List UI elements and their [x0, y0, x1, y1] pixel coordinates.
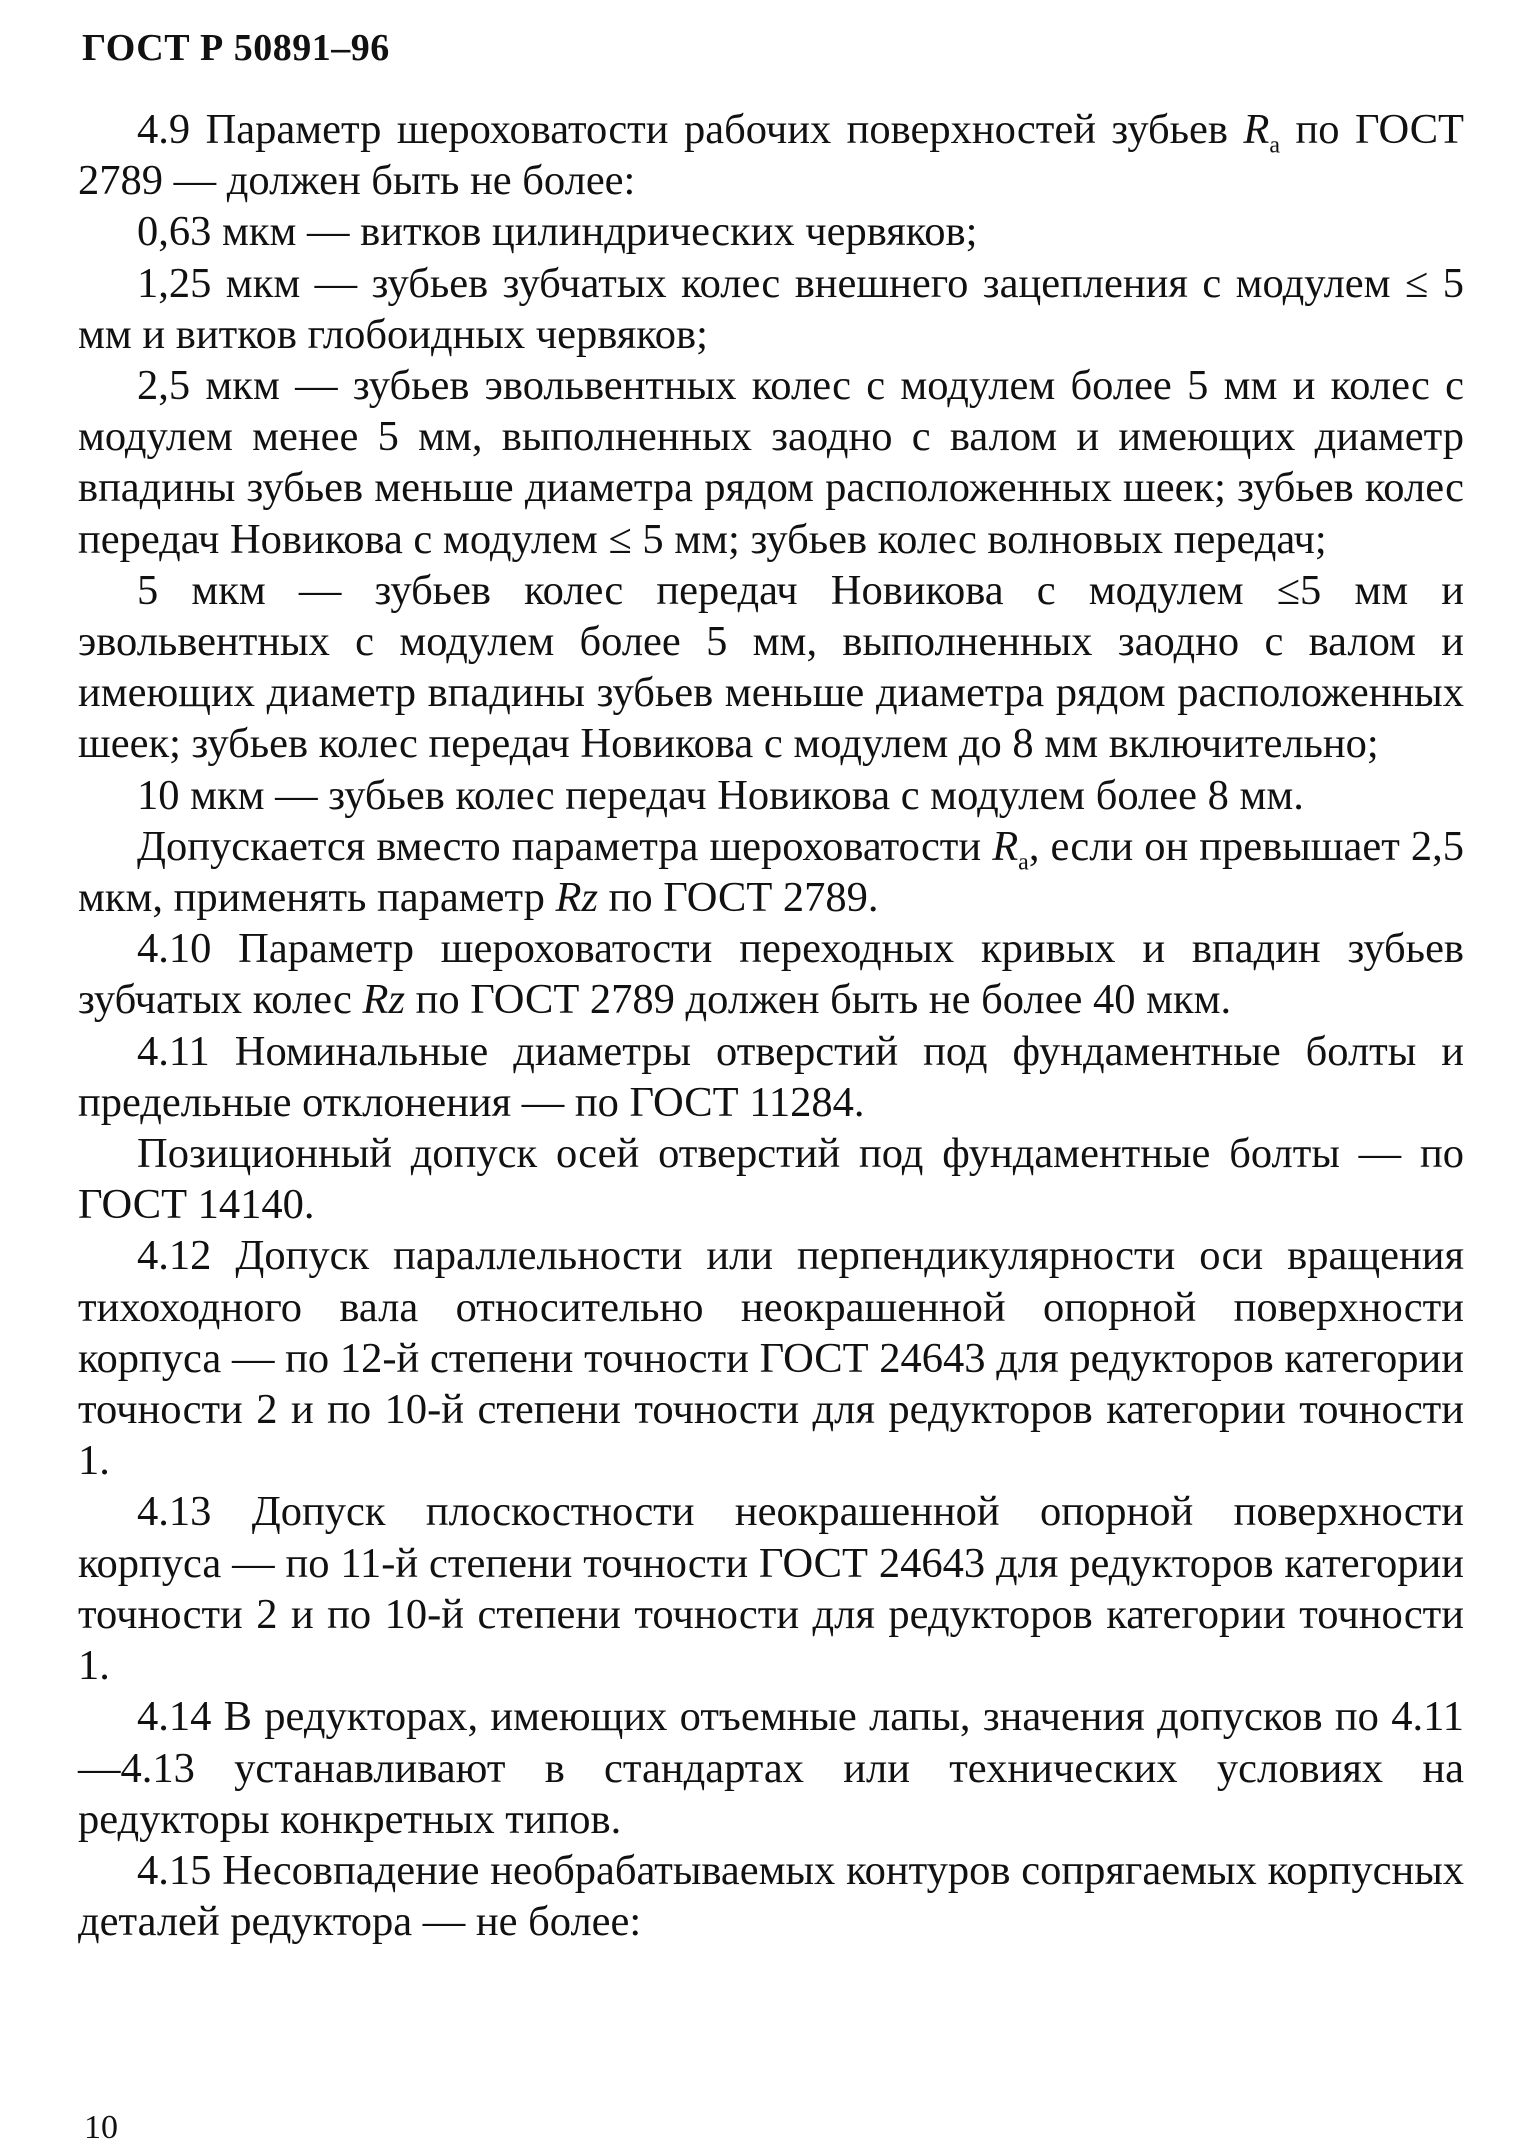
paragraph-4-11: 4.11 Номинальные диаметры отверстий под фундаментные болты и предельные отклонения — по ГОСТ 11284. — [78, 1027, 1464, 1126]
text-fragment: 4.9 Параметр шероховатости рабочих поверхностей зубьев — [137, 106, 1244, 153]
text-fragment: , если он превышает 2,5 мкм, применять параметр — [78, 822, 1464, 922]
paragraph-4-15: 4.15 Несовпадение необрабатываемых контуров сопрягаемых корпусных деталей редуктора — не более: — [78, 1846, 1464, 1946]
page-body-text — [78, 104, 1464, 1947]
text-fragment: по ГОСТ 2789 должен быть не более 40 мкм. — [405, 976, 1232, 1024]
paragraph-5: 5 мкм — зубьев колес передач Новикова с модулем ≤5 мм и эвольвентных с модулем более 5 мм, выполненных заодно с валом и имеющих диаметр впадины зубьев меньше диаметра рядом расположенных шеек; зубьев колес передач Новикова с модулем до 8 мм включительно; — [78, 566, 1464, 768]
roughness-symbol-ra: $R_a$ — [1243, 106, 1281, 159]
roughness-symbol-rz: Rz — [362, 976, 406, 1024]
paragraph-ra-rz — [78, 821, 1464, 923]
paragraph-063: 0,63 мкм — витков цилиндрических червяков; — [137, 208, 978, 256]
paragraph-4-10 — [78, 923, 1464, 1025]
text-fragment: по ГОСТ 2789. — [598, 874, 879, 922]
paragraph-4-14: 4.14 В редукторах, имеющих отъемные лапы, значения допусков по 4.11—4.13 устанавливают в стандартах или технических условиях на редукторы конкретных типов. — [78, 1693, 1464, 1843]
text-fragment: по ГОСТ 2789 — должен быть не более: — [78, 106, 1464, 205]
page-header-standard: ГОСТ Р 50891–96 — [82, 27, 390, 69]
roughness-symbol-rz: Rz — [555, 874, 599, 922]
paragraph-4-13: 4.13 Допуск плоскостности неокрашенной опорной поверхности корпуса — по 11-й степени точности ГОСТ 24643 для редукторов категории точности 2 и по 10-й степени точности для редукторов категории точности 1. — [78, 1488, 1464, 1690]
roughness-symbol-ra: $R_a$ — [992, 822, 1029, 876]
paragraph-125: 1,25 мкм — зубьев зубчатых колес внешнего зацепления с модулем ≤ 5 мм и витков глобоидных червяков; — [78, 259, 1464, 358]
text-fragment: Допускается вместо параметра шероховатости — [137, 822, 993, 870]
paragraph-25: 2,5 мкм — зубьев эвольвентных колес с модулем более 5 мм и колес с модулем менее 5 мм, выполненных заодно с валом и имеющих диаметр впадины зубьев меньше диаметра рядом расположенных шеек; зубьев колес передач Новикова с модулем ≤ 5 мм; зубьев колес волновых передач; — [78, 362, 1464, 563]
paragraph-4-12: 4.12 Допуск параллельности или перпендикулярности оси вращения тихоходного вала относительно неокрашенной опорной поверхности корпуса — по 12-й степени точности ГОСТ 24643 для редукторов категории точности 2 и по 10-й степени точности для редукторов категории точности 1. — [78, 1232, 1464, 1485]
page-number: 10 — [84, 2109, 118, 2146]
paragraph-4-9 — [78, 104, 1464, 206]
text-fragment: 4.10 Параметр шероховатости переходных кривых и впадин зубьев зубчатых колес — [78, 925, 1464, 1024]
paragraph-position-tolerance: Позиционный допуск осей отверстий под фундаментные болты — по ГОСТ 14140. — [78, 1130, 1464, 1229]
paragraph-10: 10 мкм — зубьев колес передач Новикова с модулем более 8 мм. — [137, 771, 1304, 819]
